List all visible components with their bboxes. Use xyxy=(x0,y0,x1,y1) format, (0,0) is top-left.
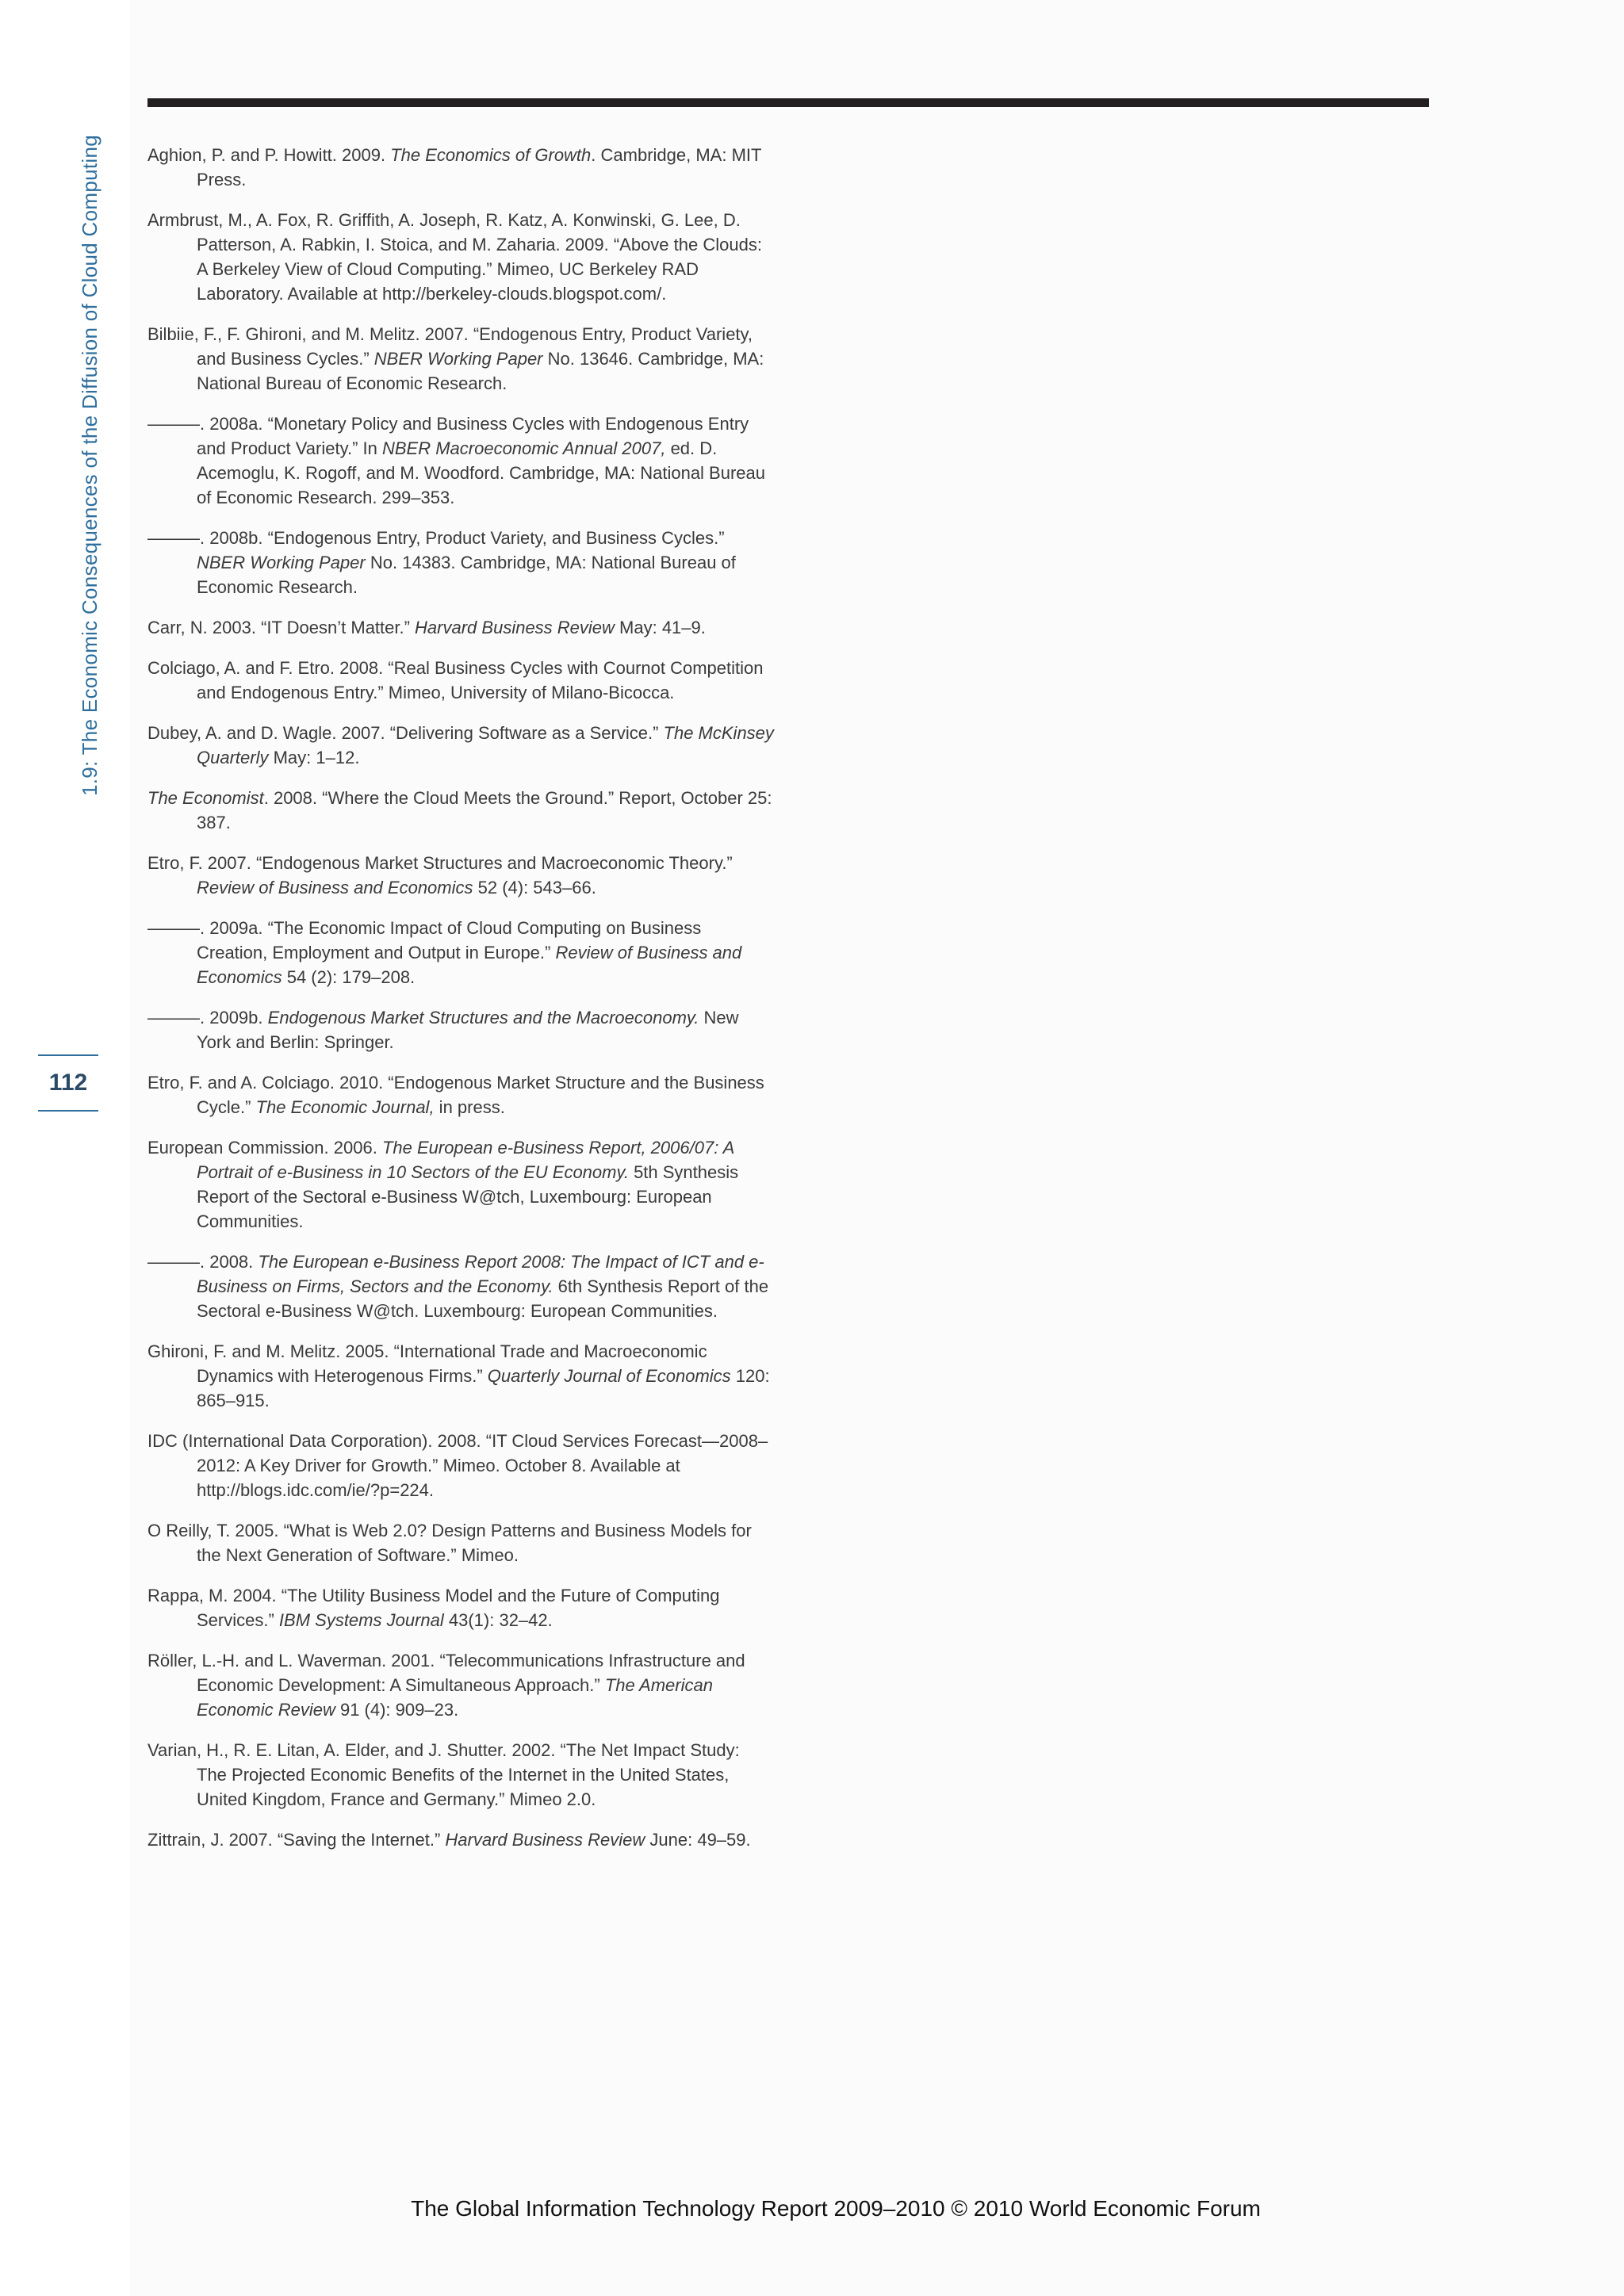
reference-text: 52 (4): 543–66. xyxy=(473,878,596,897)
reference-text: Etro, F. and A. Colciago. 2010. “Endogenous Market Structure and the Business Cycle.” xyxy=(147,1073,764,1117)
reference-title-italic: The McKinsey Quarterly xyxy=(197,723,774,767)
reference-text: Armbrust, M., A. Fox, R. Griffith, A. Joseph, R. Katz, A. Konwinski, G. Lee, D. Patterson, A. Rabkin, I. Stoica, and M. Zaharia. 2009. “Above the Clouds: A Berkeley View of Cloud Computing.” Mimeo, UC Berkeley RAD Laboratory. Available at http://berkeley-clouds.blogspot.com/. xyxy=(147,210,762,304)
reference-text: Röller, L.-H. and L. Waverman. 2001. “Telecommunications Infrastructure and Economic Development: A Simultaneous Approach.” xyxy=(147,1651,745,1695)
reference-text: ———. 2008a. “Monetary Policy and Business Cycles with Endogenous Entry and Product Variety.” In xyxy=(147,414,749,458)
reference-text: . Cambridge, MA: MIT Press. xyxy=(197,145,762,189)
reference-title-italic: The American Economic Review xyxy=(197,1675,713,1720)
chapter-running-title: 1.9: The Economic Consequences of the Diffusion of Cloud Computing xyxy=(78,135,102,796)
reference-text: May: 41–9. xyxy=(614,618,706,637)
reference-text: Bilbiie, F., F. Ghironi, and M. Melitz. 2007. “Endogenous Entry, Product Variety, and Business Cycles.” xyxy=(147,324,753,369)
reference-title-italic: Review of Business and Economics xyxy=(197,878,473,897)
reference-text: 43(1): 32–42. xyxy=(443,1610,553,1630)
reference-text: 91 (4): 909–23. xyxy=(335,1700,459,1720)
reference-text: Colciago, A. and F. Etro. 2008. “Real Business Cycles with Cournot Competition and Endogenous Entry.” Mimeo, University of Milano-Bicocca. xyxy=(147,658,764,702)
reference-text: European Commission. 2006. xyxy=(147,1138,382,1158)
page-footer: The Global Information Technology Report 2009–2010 © 2010 World Economic Forum xyxy=(411,2196,1261,2221)
reference-entry xyxy=(147,615,774,640)
reference-title-italic: Quarterly Journal of Economics xyxy=(487,1366,731,1386)
reference-text: Dubey, A. and D. Wagle. 2007. “Delivering Software as a Service.” xyxy=(147,723,664,743)
reference-title-italic: The Economist xyxy=(147,788,264,808)
reference-text: Carr, N. 2003. “IT Doesn’t Matter.” xyxy=(147,618,416,637)
reference-text: . 2008. “Where the Cloud Meets the Ground.” Report, October 25: 387. xyxy=(197,788,772,832)
reference-text: May: 1–12. xyxy=(268,748,360,767)
reference-text: ———. 2009a. “The Economic Impact of Cloud Computing on Business Creation, Employment and Output in Europe.” xyxy=(147,918,702,962)
reference-entry xyxy=(147,1583,774,1632)
reference-text: 5th Synthesis Report of the Sectoral e-Business W@tch, Luxembourg: European Communities. xyxy=(197,1162,739,1231)
reference-entry xyxy=(147,656,774,705)
page-number-box xyxy=(38,1054,98,1112)
reference-entry xyxy=(147,411,774,510)
reference-text: Varian, H., R. E. Litan, A. Elder, and J. Shutter. 2002. “The Net Impact Study: The Projected Economic Benefits of the Internet in the United States, United Kingdom, France and Germany.” Mimeo 2.0. xyxy=(147,1740,740,1809)
reference-entry xyxy=(147,526,774,599)
reference-text: ———. 2008. xyxy=(147,1252,259,1272)
reference-text: O Reilly, T. 2005. “What is Web 2.0? Design Patterns and Business Models for the Next Generation of Software.” Mimeo. xyxy=(147,1521,752,1565)
page-number: 112 xyxy=(48,1070,88,1096)
reference-title-italic: Harvard Business Review xyxy=(415,618,615,637)
reference-entry xyxy=(147,916,774,989)
reference-title-italic: NBER Working Paper xyxy=(373,349,543,369)
reference-text: 6th Synthesis Report of the Sectoral e-Business W@tch. Luxembourg: European Communities. xyxy=(197,1276,769,1321)
reference-title-italic: IBM Systems Journal xyxy=(278,1610,444,1630)
reference-text: 120: 865–915. xyxy=(197,1366,770,1410)
reference-entry xyxy=(147,322,774,396)
reference-entry xyxy=(147,1518,774,1567)
reference-text: ed. D. Acemoglu, K. Rogoff, and M. Woodford. Cambridge, MA: National Bureau of Economic Research. 299–353. xyxy=(197,438,765,507)
reference-entry xyxy=(147,1738,774,1812)
reference-text: ———. 2009b. xyxy=(147,1008,268,1027)
reference-list xyxy=(147,143,774,1868)
reference-entry xyxy=(147,1005,774,1054)
reference-title-italic: The European e-Business Report 2008: The Impact of ICT and e-Business on Firms, Sectors and the Economy. xyxy=(197,1252,764,1296)
reference-entry xyxy=(147,1429,774,1502)
reference-entry xyxy=(147,1070,774,1119)
reference-text: IDC (International Data Corporation). 2008. “IT Cloud Services Forecast—2008–2012: A Key Driver for Growth.” Mimeo. October 8. Available at http://blogs.idc.com/ie/?p=224. xyxy=(147,1431,768,1500)
reference-text: Rappa, M. 2004. “The Utility Business Model and the Future of Computing Services.” xyxy=(147,1586,720,1630)
reference-text: No. 14383. Cambridge, MA: National Bureau of Economic Research. xyxy=(197,553,736,597)
reference-text: Ghironi, F. and M. Melitz. 2005. “International Trade and Macroeconomic Dynamics with Heterogenous Firms.” xyxy=(147,1341,707,1386)
reference-title-italic: Review of Business and Economics xyxy=(197,943,742,987)
reference-title-italic: Endogenous Market Structures and the Macroeconomy. xyxy=(267,1008,699,1027)
reference-title-italic: Harvard Business Review xyxy=(445,1830,645,1850)
reference-text: June: 49–59. xyxy=(645,1830,751,1850)
reference-entry xyxy=(147,1648,774,1722)
reference-text: Etro, F. 2007. “Endogenous Market Structures and Macroeconomic Theory.” xyxy=(147,853,733,873)
reference-text: ———. 2008b. “Endogenous Entry, Product Variety, and Business Cycles.” xyxy=(147,528,725,548)
reference-text: No. 13646. Cambridge, MA: National Bureau of Economic Research. xyxy=(197,349,764,393)
reference-text: in press. xyxy=(434,1097,505,1117)
reference-entry xyxy=(147,143,774,192)
reference-text: 54 (2): 179–208. xyxy=(282,967,416,987)
reference-entry xyxy=(147,721,774,770)
reference-entry xyxy=(147,1135,774,1234)
reference-title-italic: The European e-Business Report, 2006/07: A Portrait of e-Business in 10 Sectors of the EU Economy. xyxy=(197,1138,734,1182)
reference-title-italic: NBER Macroeconomic Annual 2007, xyxy=(381,438,666,458)
reference-entry xyxy=(147,208,774,306)
reference-entry xyxy=(147,1827,774,1852)
reference-entry xyxy=(147,786,774,835)
top-rule xyxy=(147,98,1429,107)
reference-text: Zittrain, J. 2007. “Saving the Internet.” xyxy=(147,1830,446,1850)
reference-text: Aghion, P. and P. Howitt. 2009. xyxy=(147,145,391,165)
reference-title-italic: NBER Working Paper xyxy=(197,553,366,572)
reference-entry xyxy=(147,851,774,900)
reference-entry xyxy=(147,1339,774,1413)
reference-text: New York and Berlin: Springer. xyxy=(197,1008,739,1052)
reference-title-italic: The Economic Journal, xyxy=(255,1097,435,1117)
reference-title-italic: The Economics of Growth xyxy=(390,145,592,165)
reference-entry xyxy=(147,1249,774,1323)
